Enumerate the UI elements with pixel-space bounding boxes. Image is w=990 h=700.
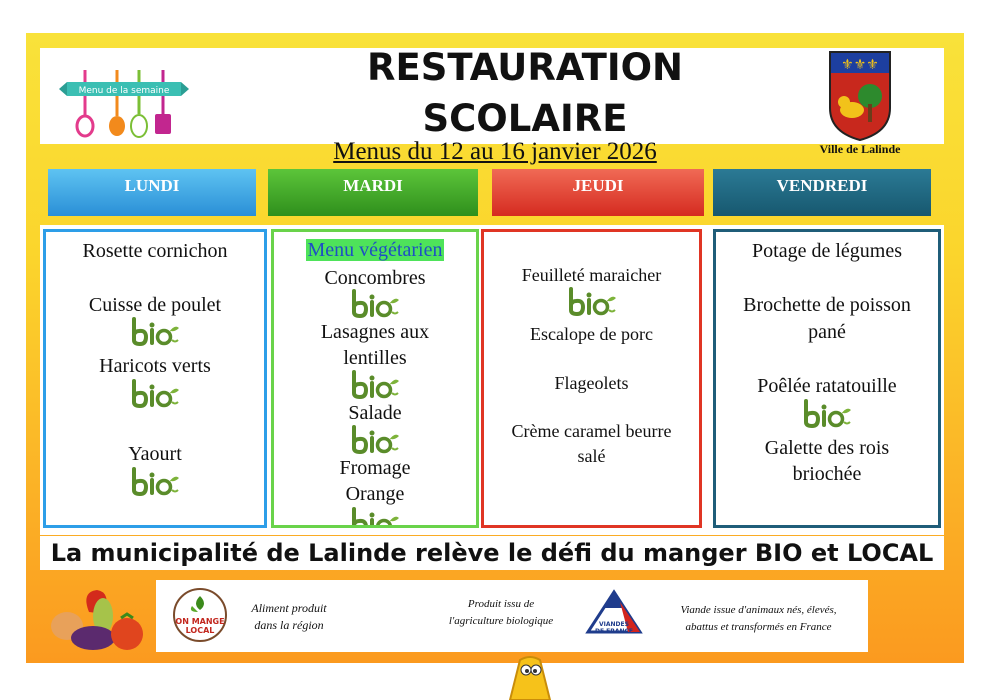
menu-item: Brochette de poisson xyxy=(743,294,911,316)
svg-text:VIANDES: VIANDES xyxy=(599,621,629,628)
slogan: La municipalité de Lalinde relève le défi du manger BIO et LOCAL xyxy=(40,536,944,570)
menu-item: Fromage xyxy=(339,457,411,479)
title-line-1: RESTAURATION xyxy=(367,46,683,89)
vegetables-illustration xyxy=(45,582,155,654)
menu-item: Concombres xyxy=(324,267,426,289)
viandes-legend: Viande issue d'animaux nés, élevés, abattus et transformés en France xyxy=(680,604,837,633)
menu-item: Yaourt xyxy=(128,443,182,465)
vegetarian-badge: Menu végétarien xyxy=(307,239,443,261)
menu-item: Cuisse de poulet xyxy=(88,294,222,316)
bio-label-icon xyxy=(348,288,402,318)
svg-text:⚜⚜⚜: ⚜⚜⚜ xyxy=(841,58,879,73)
menu-item: briochée xyxy=(792,463,862,485)
menu-item: Salade xyxy=(348,402,402,424)
bio-legend: Produit issu de l'agriculture biologique xyxy=(448,598,554,627)
menu-item: Potage de légumes xyxy=(752,240,902,262)
menu-item: salé xyxy=(577,446,606,466)
page-title xyxy=(300,42,750,144)
mascot-illustration xyxy=(500,650,560,700)
day-header-lundi: LUNDI xyxy=(48,169,256,216)
day-header-jeudi: JEUDI xyxy=(492,169,704,216)
menu-item: Poêlée ratatouille xyxy=(757,375,897,397)
menu-column-lundi xyxy=(43,229,267,528)
bio-label-icon xyxy=(348,424,402,454)
menu-item: Flageolets xyxy=(554,373,629,393)
svg-text:LOCAL: LOCAL xyxy=(185,626,215,635)
bio-label-icon xyxy=(800,398,854,428)
bio-label-icon xyxy=(128,466,182,496)
town-name: Ville de Lalinde xyxy=(819,142,901,156)
svg-text:DE FRANCE: DE FRANCE xyxy=(594,628,634,635)
menu-column-vendredi xyxy=(713,229,941,528)
day-header-vendredi: VENDREDI xyxy=(713,169,931,216)
menu-badge-label: Menu de la semaine xyxy=(78,86,170,96)
bio-label-icon xyxy=(565,286,619,316)
day-header-mardi: MARDI xyxy=(268,169,478,216)
menu-item: Haricots verts xyxy=(99,355,211,377)
town-crest-logo xyxy=(826,48,894,142)
menu-item: lentilles xyxy=(343,347,407,369)
legend-panel xyxy=(156,580,868,652)
title-line-2: SCOLAIRE xyxy=(422,97,628,140)
menu-item: Lasagnes aux xyxy=(320,321,430,343)
menu-item: Galette des rois xyxy=(764,437,890,459)
bio-label-icon xyxy=(348,369,402,399)
bio-label-icon xyxy=(128,316,182,346)
bio-label-icon xyxy=(128,378,182,408)
viandes-de-france-logo xyxy=(584,588,644,646)
menu-dates: Menus du 12 au 16 janvier 2026 xyxy=(333,138,657,165)
menu-utensils-logo xyxy=(55,60,195,140)
menu-column-mardi xyxy=(271,229,479,528)
menu-column-jeudi xyxy=(481,229,702,528)
bio-label-icon xyxy=(348,506,402,528)
svg-text:ON MANGE: ON MANGE xyxy=(175,617,225,626)
menu-item: Crème caramel beurre xyxy=(511,421,672,441)
on-mange-local-logo xyxy=(172,586,228,644)
local-legend: Aliment produit dans la région xyxy=(251,601,327,632)
menu-item: Orange xyxy=(345,483,405,505)
menu-item: Rosette cornichon xyxy=(82,240,228,262)
menu-item: pané xyxy=(808,321,846,343)
menu-item: Escalope de porc xyxy=(530,324,653,344)
menu-item: Feuilleté maraicher xyxy=(521,265,662,285)
